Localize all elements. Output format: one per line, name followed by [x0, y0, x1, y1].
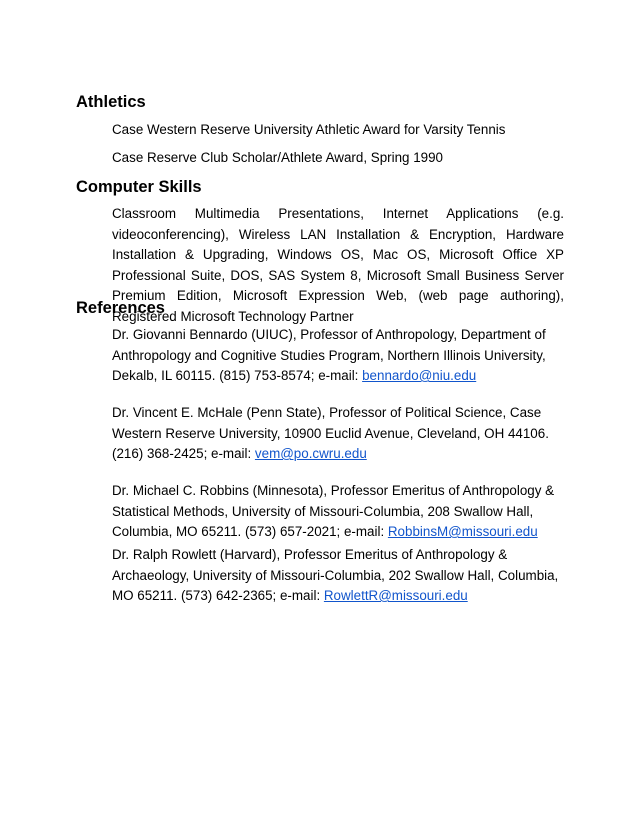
- computer-skills-heading: Computer Skills: [76, 178, 202, 196]
- reference-text: Dr. Vincent E. McHale (Penn State), Professor of Political Science, Case Western Reserve University, 10900 Euclid Avenue, Cleveland, OH 44106. (216) 368-2425; e-mail:: [112, 405, 549, 461]
- athletics-heading: Athletics: [76, 93, 146, 111]
- reference-entry-mchale: [112, 403, 564, 465]
- computer-skills-text: Classroom Multimedia Presentations, Internet Applications (e.g. videoconferencing), Wireless LAN Installation & Encryption, Hardware Installation & Upgrading, Windows OS, Mac OS, Microsoft Office XP Professional Suite, DOS, SAS System 8, Microsoft Small Business Server Premium Edition, Microsoft Expression Web, (web page authoring), Registered Microsoft Technology Partner: [112, 206, 564, 324]
- reference-text: Dr. Michael C. Robbins (Minnesota), Professor Emeritus of Anthropology & Statistical Methods, University of Missouri-Columbia, 208 Swallow Hall, Columbia, MO 65211. (573) 657-2021; e-mail:: [112, 483, 555, 539]
- email-link-robbins[interactable]: RobbinsM@missouri.edu: [387, 524, 538, 539]
- athletics-item-varsity-tennis: Case Western Reserve University Athletic Award for Varsity Tennis: [112, 122, 506, 137]
- email-link-mchale[interactable]: vem@po.cwru.edu: [254, 446, 367, 461]
- email-link-rowlett[interactable]: RowlettR@missouri.edu: [323, 588, 468, 603]
- references-heading: References: [76, 299, 165, 317]
- reference-entry-bennardo: [112, 325, 564, 387]
- reference-text: Dr. Ralph Rowlett (Harvard), Professor Emeritus of Anthropology & Archaeology, University of Missouri-Columbia, 202 Swallow Hall, Columbia, MO 65211. (573) 642-2365; e-mail:: [112, 547, 559, 603]
- reference-entry-rowlett: [112, 545, 564, 607]
- reference-entry-robbins: [112, 481, 564, 543]
- reference-text: Dr. Giovanni Bennardo (UIUC), Professor of Anthropology, Department of Anthropology and Cognitive Studies Program, Northern Illinois University, Dekalb, IL 60115. (815) 753-8574; e-mail:: [112, 327, 546, 383]
- email-link-bennardo[interactable]: bennardo@niu.edu: [362, 368, 477, 383]
- athletics-item-scholar-athlete: Case Reserve Club Scholar/Athlete Award, Spring 1990: [112, 150, 443, 165]
